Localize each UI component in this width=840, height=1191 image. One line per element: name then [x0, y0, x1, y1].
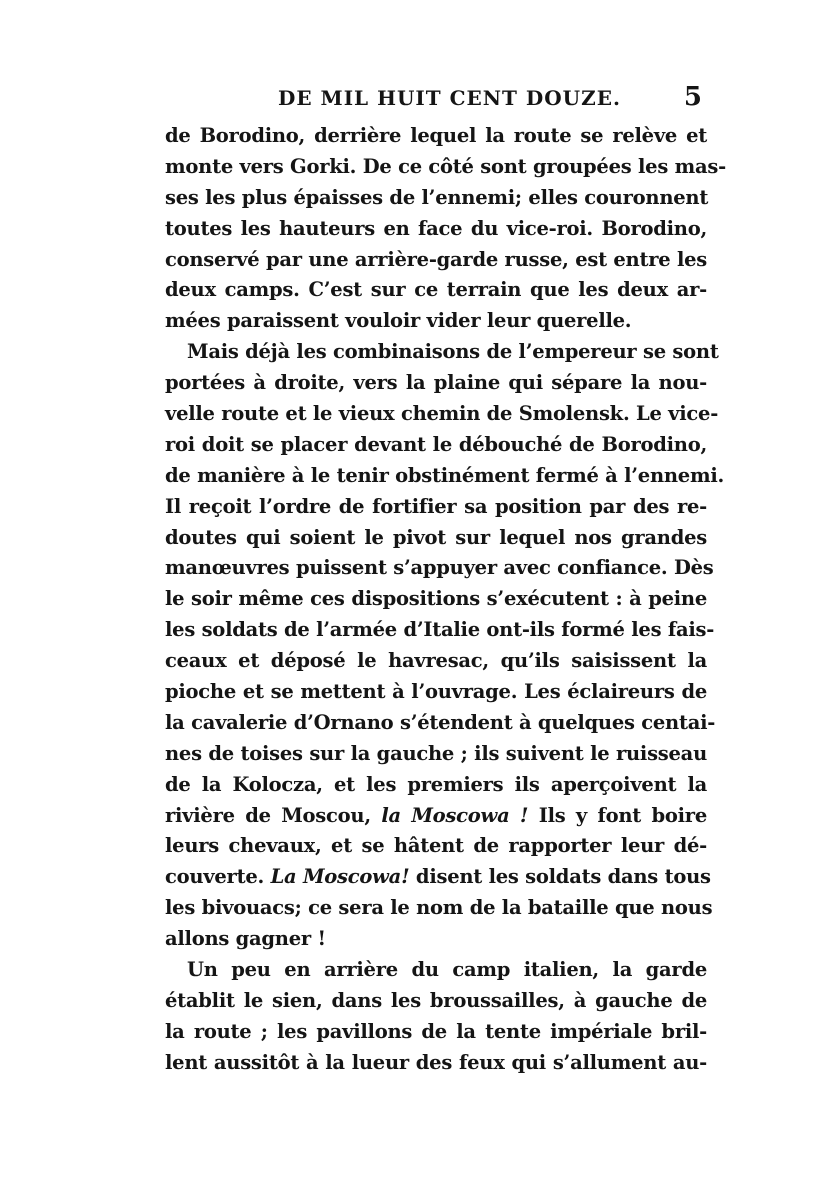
italic-emphasis: La Moscowa! [270, 865, 410, 889]
text-line-with-italic [165, 862, 711, 893]
text-line: conservé par une arrière-garde russe, est entre les [165, 247, 707, 271]
text-line: Mais déjà les combinaisons de l’empereur se sont [187, 340, 719, 364]
body-text [165, 121, 726, 1079]
text-line: la cavalerie d’Ornano s’étendent à quelques centai- [165, 710, 716, 734]
line-text: Ils y font boire [528, 803, 707, 827]
text-line: doutes qui soient le pivot sur lequel nos grandes [165, 525, 707, 549]
running-head [150, 82, 710, 116]
text-line: de la Kolocza, et les premiers ils aperçoivent la [165, 772, 707, 796]
text-line: leurs chevaux, et se hâtent de rapporter leur dé- [165, 834, 707, 858]
italic-emphasis: la Moscowa ! [381, 803, 529, 827]
text-line: Il reçoit l’ordre de fortifier sa position par des re- [165, 494, 707, 518]
text-line: roi doit se placer devant le débouché de Borodino, [165, 432, 707, 456]
text-line: ceaux et déposé le havresac, qu’ils saisissent la [165, 649, 707, 673]
text-line: nes de toises sur la gauche ; ils suivent le ruisseau [165, 741, 707, 765]
text-line: les soldats de l’armée d’Italie ont-ils formé les fais- [165, 618, 715, 642]
text-line: établit le sien, dans les broussailles, à gauche de [165, 988, 707, 1012]
text-line: velle route et le vieux chemin de Smolensk. Le vice- [165, 402, 719, 426]
text-line: lent aussitôt à la lueur des feux qui s’allument au- [165, 1050, 707, 1074]
text-line: les bivouacs; ce sera le nom de la bataille que nous [165, 896, 713, 920]
text-line: de Borodino, derrière lequel la route se relève et [165, 124, 707, 147]
running-title: DE MIL HUIT CENT DOUZE. [278, 86, 621, 110]
line-text: rivière de Moscou, [165, 803, 382, 827]
text-line: Un peu en arrière du camp italien, la garde [187, 958, 707, 982]
text-line: portées à droite, vers la plaine qui sépare la nou- [165, 371, 707, 395]
text-line: le soir même ces dispositions s’exécutent : à peine [165, 587, 707, 611]
text-line: allons gagner ! [165, 927, 326, 951]
line-text: disent les soldats dans tous [409, 865, 711, 889]
text-line: manœuvres puissent s’appuyer avec confiance. Dès [165, 556, 714, 580]
text-line: ses les plus épaisses de l’ennemi; elles couronnent [165, 185, 709, 209]
text-line: monte vers Gorki. De ce côté sont groupées les mas- [165, 154, 726, 178]
page-number: 5 [683, 82, 702, 112]
text-line: toutes les hauteurs en face du vice-roi. Borodino, [165, 216, 707, 240]
text-line-with-italic [165, 801, 707, 832]
text-line: pioche et se mettent à l’ouvrage. Les éclaireurs de [165, 680, 707, 704]
text-line: de manière à le tenir obstinément fermé à l’ennemi. [165, 463, 725, 487]
text-line: la route ; les pavillons de la tente impériale bril- [165, 1019, 707, 1043]
text-line: mées paraissent vouloir vider leur querelle. [165, 309, 632, 333]
text-line: deux camps. C’est sur ce terrain que les deux ar- [165, 278, 707, 302]
line-text: couverte. [165, 865, 271, 889]
